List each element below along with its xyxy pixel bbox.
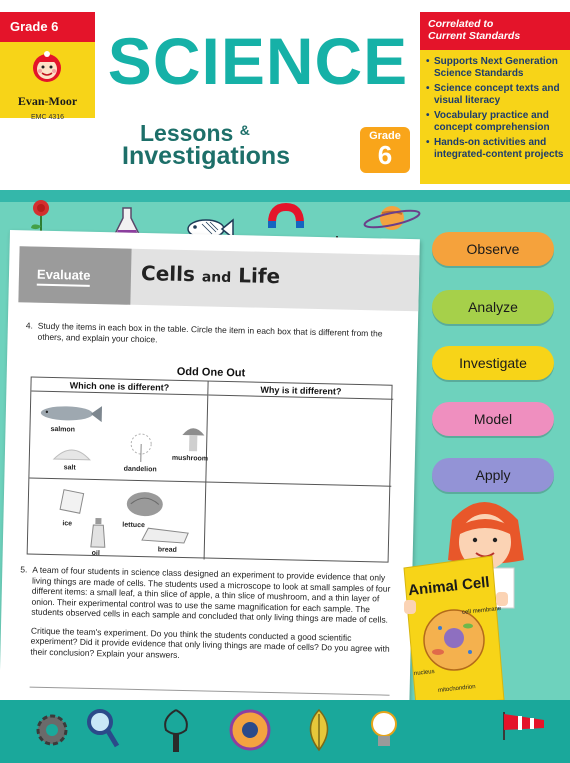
magnifier-icon: [84, 706, 120, 750]
standards-item-text: Supports Next Generation Science Standards: [434, 56, 558, 79]
grade-badge-number: 6: [377, 140, 393, 170]
column-header-which: Which one is different?: [31, 378, 207, 396]
question-number: 4.: [25, 320, 34, 331]
standards-item: • Hands-on activities and integrated-content projects: [426, 137, 566, 160]
tree-icon: [156, 706, 196, 754]
item-label: bread: [157, 546, 177, 554]
cover-title: SCIENCE: [107, 24, 409, 98]
question-prompt: Critique the team's experiment. Do you think the students conducted a good scientific experiment? Did it provide evidence that only living things are made of cells? Do you agree with their conclusion? Explain your answers.: [30, 625, 390, 660]
subtitle-investigations: Investigations: [122, 142, 291, 170]
salmon-picture: [39, 402, 103, 425]
grade-tab: Grade 6: [0, 12, 95, 42]
worksheet-page: [0, 230, 420, 719]
standards-box: [420, 12, 570, 184]
standards-heading-line2: Current Standards: [428, 30, 521, 42]
body-top-strip: [0, 190, 570, 202]
column-header-why: Why is it different?: [208, 382, 393, 400]
question-4: [25, 320, 405, 350]
item-label: salmon: [50, 425, 76, 434]
item-label: mushroom: [171, 454, 209, 463]
poster-label-mitochondrion: mitochondrion: [437, 684, 476, 694]
lettuce-picture: [125, 488, 166, 519]
standards-item: • Vocabulary practice and concept comprehension: [426, 110, 566, 133]
standards-list: [420, 50, 570, 184]
poster-label-membrane: cell membrane: [461, 605, 502, 617]
pill-apply: Apply: [432, 458, 554, 492]
item-label: lettuce: [122, 521, 145, 530]
question-text: Study the items in each box in the table. Circle the item in each box that is different from the others, and explain your choice.: [37, 320, 383, 344]
standards-item: • Supports Next Generation Science Standards: [426, 56, 566, 79]
worksheet-header: [18, 246, 419, 311]
worksheet-title: [141, 261, 281, 288]
pill-model: Model: [432, 402, 554, 436]
item-label: salt: [63, 464, 76, 472]
table-divider: [29, 478, 391, 487]
product-code: EMC 4316: [30, 114, 65, 121]
worksheet-title-word1: Cells: [140, 260, 196, 287]
item-label: ice: [62, 520, 73, 528]
table-divider: [204, 382, 209, 560]
question-5: [18, 564, 400, 665]
pill-analyze: Analyze: [432, 290, 554, 324]
standards-heading: [428, 18, 566, 42]
item-label: dandelion: [123, 465, 157, 474]
dandelion-picture: [126, 432, 157, 463]
odd-one-out-table: [27, 377, 393, 563]
standards-item-text: Science concept texts and visual literacy: [434, 83, 560, 106]
pill-investigate: Investigate: [432, 346, 554, 380]
cell-icon: [228, 708, 272, 752]
standards-item: • Science concept texts and visual literacy: [426, 83, 566, 106]
item-label: oil: [91, 549, 100, 558]
windsock-icon: [500, 710, 548, 740]
gear-icon: [32, 710, 72, 750]
footer-icon-band: [0, 700, 570, 763]
grade-badge-label: Grade: [369, 130, 401, 142]
table-title: Odd One Out: [176, 365, 246, 380]
subtitle-lessons-text: Lessons: [140, 120, 234, 146]
answer-line: [30, 687, 390, 696]
standards-heading-line1: Correlated to: [428, 18, 494, 30]
bread-picture: [140, 526, 190, 545]
section-tab-label: [18, 246, 131, 305]
section-tab-text: Evaluate: [37, 267, 91, 287]
cover-header: [0, 0, 570, 190]
oil-picture: [88, 517, 109, 549]
standards-item-text: Vocabulary practice and concept comprehension: [434, 110, 550, 133]
magnet-icon: [268, 203, 304, 229]
publisher-name: Evan-Moor: [17, 94, 78, 108]
evan-moor-logo: [27, 48, 67, 84]
poster-label-nucleus: nucleus: [413, 668, 435, 678]
salt-picture: [52, 440, 92, 461]
pill-observe: Observe: [432, 232, 554, 266]
publisher-logo: [0, 42, 95, 118]
standards-item-text: Hands-on activities and integrated-content projects: [434, 137, 564, 160]
ice-picture: [59, 488, 86, 515]
grade-badge: [360, 127, 410, 173]
mushroom-picture: [180, 421, 207, 454]
worksheet-title-and: and: [201, 269, 232, 287]
planet-icon: [362, 200, 422, 236]
subtitle-ampersand: &: [239, 122, 250, 138]
question-number: 5.: [20, 564, 28, 575]
poster-title: Animal Cell: [407, 573, 491, 600]
question-text: A team of four students in science class designed an experiment to provide evidence that only living things are made of cells. The students used a microscope to look at small samples of four different items: a small leaf, a thin slice of apple, a thin slice of mushroom, and a thin layer of onion. Their experimental control was to use the same magnification for each sample. The students observed cells in each sample and concluded that only living things are made of cells.: [31, 564, 391, 625]
worksheet-title-word2: Life: [237, 263, 281, 289]
lightbulb-icon: [366, 706, 402, 752]
leaf-icon: [302, 708, 336, 752]
